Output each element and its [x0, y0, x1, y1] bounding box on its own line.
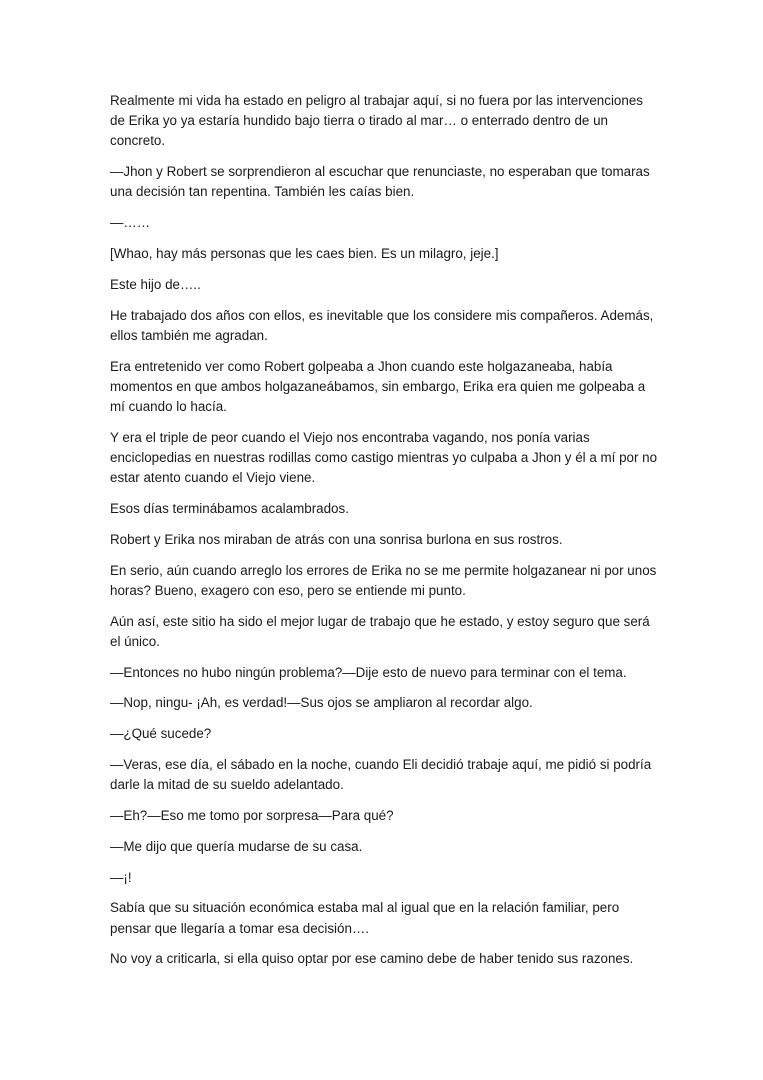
paragraph: [Whao, hay más personas que les caes bien. Es un milagro, jeje.]	[110, 246, 499, 261]
paragraph: No voy a criticarla, si ella quiso optar por ese camino debe de haber tenido sus razones.	[110, 951, 634, 967]
paragraph: —¡!	[110, 869, 132, 885]
paragraph: Robert y Erika nos miraban de atrás con una sonrisa burlona en sus rostros.	[110, 531, 563, 547]
paragraph: —Veras, ese día, el sábado en la noche, cuando Eli decidió trabaje aquí, me pidió si podría darle la mitad de su sueldo adelantado.	[110, 756, 652, 793]
paragraph: Realmente mi vida ha estado en peligro al trabajar aquí, si no fuera por las intervenciones de Erika yo ya estaría hundido bajo tierra o tirado al mar… o enterrado dentro de un concreto.	[110, 93, 643, 149]
paragraph: —Me dijo que quería mudarse de su casa.	[110, 838, 363, 854]
paragraph: En serio, aún cuando arreglo los errores de Erika no se me permite holgazanear ni por unos horas? Bueno, exagero con eso, pero se entiende mi punto.	[110, 562, 657, 598]
paragraph: —……	[110, 215, 151, 231]
paragraph: He trabajado dos años con ellos, es inevitable que los considere mis compañeros. Además, ellos también me agradan.	[110, 307, 654, 343]
paragraph: —¿Qué sucede?	[110, 726, 212, 742]
paragraph: —Nop, ningu- ¡Ah, es verdad!—Sus ojos se ampliaron al recordar algo.	[110, 695, 533, 711]
paragraph: Aún así, este sitio ha sido el mejor lugar de trabajo que he estado, y estoy seguro que será el único.	[110, 613, 650, 649]
paragraph: Y era el triple de peor cuando el Viejo nos encontraba vagando, nos ponía varias enciclopedias en nuestras rodillas como castigo mientras yo culpaba a Jhon y él a mí por no estar atento cuando el Viejo viene.	[110, 429, 658, 486]
document-page	[110, 91, 658, 980]
paragraph: Era entretenido ver como Robert golpeaba a Jhon cuando este holgazaneaba, había momentos en que ambos holgazaneábamos, sin embargo, Erika era quien me golpeaba a mí cuando lo hacía.	[110, 358, 646, 414]
paragraph: Esos días terminábamos acalambrados.	[110, 501, 349, 516]
paragraph: —Eh?—Eso me tomo por sorpresa—Para qué?	[110, 807, 394, 823]
paragraph: Este hijo de…..	[110, 276, 201, 292]
paragraph: —Entonces no hubo ningún problema?—Dije esto de nuevo para terminar con el tema.	[110, 664, 627, 680]
paragraph: —Jhon y Robert se sorprendieron al escuchar que renunciaste, no esperaban que tomaras una decisión tan repentina. También les caías bien.	[110, 164, 650, 200]
paragraph: Sabía que su situación económica estaba mal al igual que en la relación familiar, pero pensar que llegaría a tomar esa decisión….	[110, 900, 620, 936]
